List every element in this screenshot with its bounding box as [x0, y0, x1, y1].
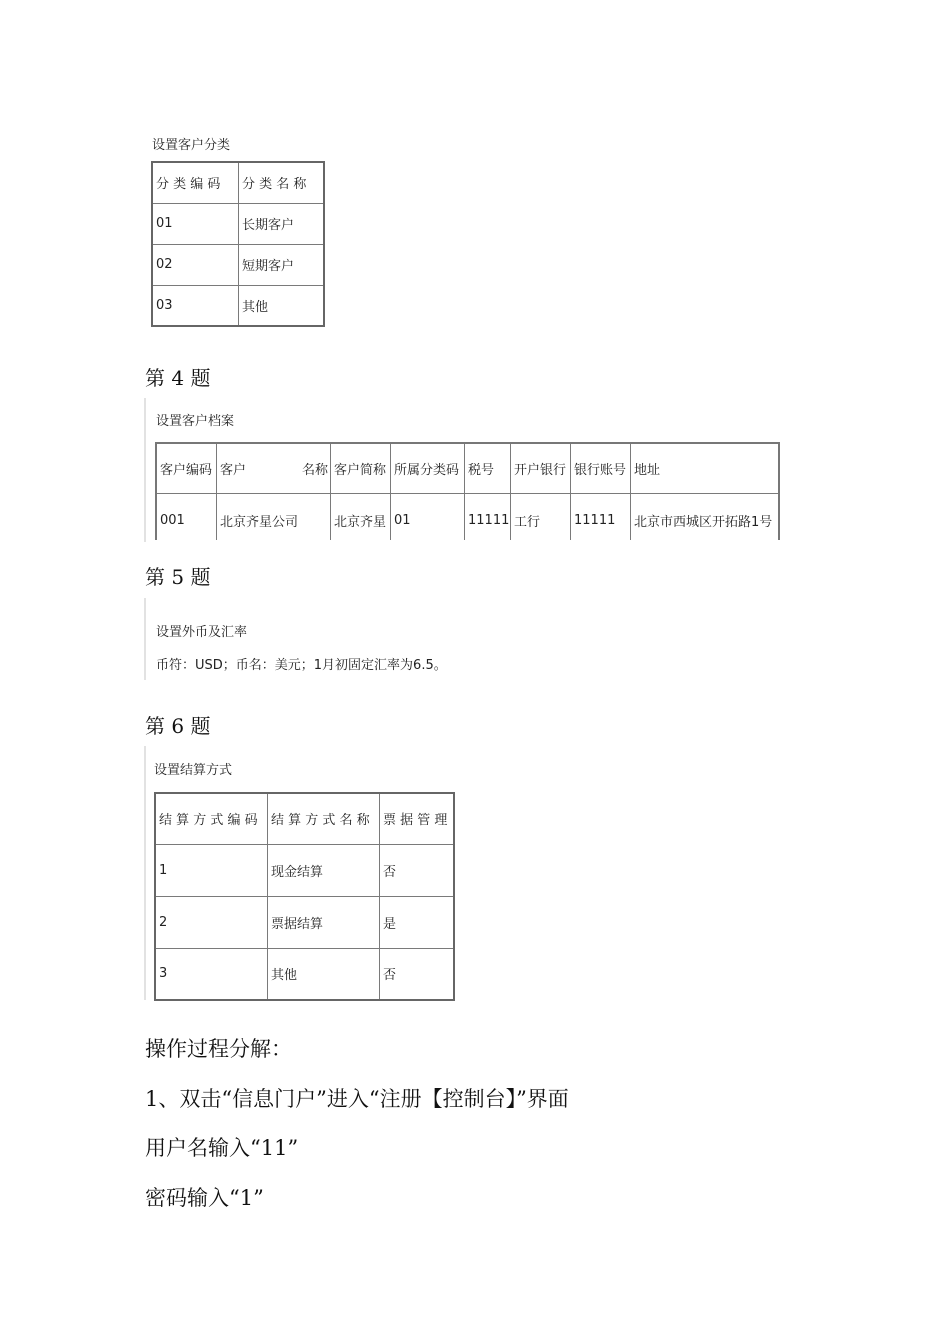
table-row: [155, 948, 454, 1000]
table-cell: 11111: [465, 493, 511, 540]
header-cell: 分 类 编 码: [152, 162, 239, 203]
quote-bar: [144, 598, 146, 680]
table-cell: 1: [155, 844, 268, 896]
table-row: [152, 285, 324, 326]
table-cell: 2: [155, 896, 268, 948]
table-cell: 北京齐星公司: [217, 493, 331, 540]
table-cell: 票据结算: [268, 896, 380, 948]
header-cell: 结 算 方 式 名 称: [268, 793, 380, 844]
ops-title: 操作过程分解：: [145, 1037, 292, 1061]
q5-heading: 第 5 题: [145, 565, 211, 589]
q4-table-clip: [155, 442, 781, 540]
ops-line-2: 用户名输入“11”: [145, 1136, 299, 1160]
table-cell: 其他: [239, 285, 325, 326]
table-cell: 否: [380, 844, 455, 896]
customer-class-caption: 设置客户分类: [152, 138, 231, 153]
table-cell: 03: [152, 285, 239, 326]
table-row: [156, 493, 779, 540]
header-cell: 结 算 方 式 编 码: [155, 793, 268, 844]
table-header-row: [152, 162, 324, 203]
header-cell: 分 类 名 称: [239, 162, 325, 203]
q6-heading: 第 6 题: [145, 714, 211, 738]
table-cell: 工行: [511, 493, 571, 540]
table-cell: 长期客户: [239, 203, 325, 244]
table-header-row: [155, 793, 454, 844]
q4-heading: 第 4 题: [145, 366, 211, 390]
table-cell: 北京市西城区开拓路1号: [631, 493, 780, 540]
ops-line-1: 1、双击“信息门户”进入“注册【控制台】”界面: [145, 1087, 569, 1111]
settlement-table: [154, 792, 455, 1001]
table-cell: 3: [155, 948, 268, 1000]
customer-file-table: [155, 442, 780, 540]
header-cell: 开户银行: [511, 443, 571, 493]
table-cell: 其他: [268, 948, 380, 1000]
header-cell: 银行账号: [571, 443, 631, 493]
table-cell: 否: [380, 948, 455, 1000]
q4-caption: 设置客户档案: [156, 414, 235, 429]
header-name: 名称: [301, 462, 328, 478]
q6-caption: 设置结算方式: [154, 763, 233, 778]
quote-bar: [144, 398, 146, 542]
table-cell: 02: [152, 244, 239, 285]
table-row: [152, 244, 324, 285]
header-customer: 客户: [220, 462, 247, 478]
header-cell: 地址: [631, 443, 780, 493]
table-row: [155, 896, 454, 948]
header-cell: [217, 443, 331, 493]
header-cell: 税号: [465, 443, 511, 493]
table-cell: 001: [156, 493, 217, 540]
header-cell: 票 据 管 理: [380, 793, 455, 844]
table-cell: 是: [380, 896, 455, 948]
table-cell: 现金结算: [268, 844, 380, 896]
table-header-row: [156, 443, 779, 493]
table-cell: 11111: [571, 493, 631, 540]
q5-caption: 设置外币及汇率: [156, 625, 248, 640]
ops-line-3: 密码输入“1”: [145, 1186, 264, 1210]
table-row: [155, 844, 454, 896]
table-cell: 北京齐星: [331, 493, 391, 540]
q5-text: 币符：USD；币名：美元；1月初固定汇率为6.5。: [156, 658, 447, 673]
customer-class-table: [151, 161, 325, 327]
table-cell: 01: [152, 203, 239, 244]
quote-bar: [144, 746, 146, 1000]
table-cell: 01: [391, 493, 465, 540]
header-cell: 所属分类码: [391, 443, 465, 493]
table-row: [152, 203, 324, 244]
header-cell: 客户编码: [156, 443, 217, 493]
header-cell: 客户简称: [331, 443, 391, 493]
table-cell: 短期客户: [239, 244, 325, 285]
